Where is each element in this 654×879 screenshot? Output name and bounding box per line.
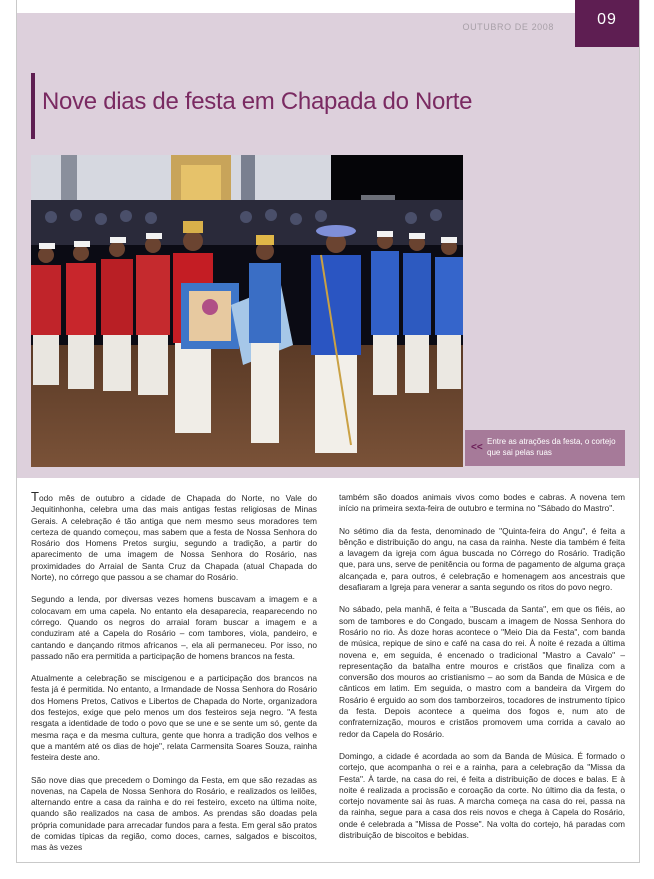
article-title: Nove dias de festa em Chapada do Norte [42,88,473,115]
festival-photo [31,155,463,467]
photo-caption-box [465,430,625,466]
paragraph: Segundo a lenda, por diversas vezes homens buscavam a imagem e a colocavam em uma capela. No entanto ela desaparecia, reaparecendo no córrego. Quando os negros do arraial foram buscar a imagem e a conduziram até a Capela do Rosário – com tambores, viola, pandeiro, e cantando e dançando ritmos africanos –, ela ali permaneceu. Por isso, no passado não era permitida a participação de homens brancos na festa. [31,594,317,661]
paragraph: Domingo, a cidade é acordada ao som da Banda de Música. É formado o cortejo, que acompanha o rei e a rainha, para a celebração da "Missa da Festa". À tarde, na casa do rei, é feita a distribuição de doces e balas. E à noite é realizada a procissão e coroação da corte. No último dia da festa, o cortejo novamente sai às ruas. A marcha começa na casa do rei, passa na da rainha, segue para a casa dos reis novos e chega à Capela do Rosário, onde é celebrada a "Missa de Posse". Na volta do cortejo, há paradas com distribuição de biscoitos e bebidas. [339,750,625,841]
article-column-right [339,492,625,852]
paragraph: No sábado, pela manhã, é feita a "Buscada da Santa", em que os fiéis, ao som de tambores e do Congado, buscam a imagem de Nossa Senhora do Rosário no rio. Às doze horas acontece o "Meio Dia da Festa", com banda de música, repique de sino e café na casa do rei. À noite é rezada a última novena e, em seguida, é encenado o tradicional "Mastro a Cavalo" – representação da batalha entre mouros e cristãos que finaliza com a conversão dos mouros ao cristianismo – ao som da Banda de Música e de cânticos em latim. Em seguida, o mastro com a bandeira da Virgem do Rosário é erguido ao som dos tamborzeiros, tocadores de instrumento típico da festa. Depois acontece a queima dos fogos e, num ato de confraternização, mouros e cristãos promovem uma corrida a cavalo ao redor da Capela do Rosário. [339,604,625,739]
photo-caption: Entre as atrações da festa, o cortejo que sai pelas ruas [487,437,616,457]
issue-date: OUTUBRO DE 2008 [462,22,554,32]
paragraph: Atualmente a celebração se miscigenou e a participação dos brancos na festa já é permitida. No entanto, a Irmandade de Nossa Senhora do Rosário dos Homens Pretos, Cativos e Libertos de Chapada do Norte, organizadora dos festejos, exige que pelo menos um dos festeiros seja negro. "A festa resgata a identidade de todo o povo que se une e se sente um só, gente da mesma raça e da mesma cultura, gente que honra a tradição dos velhos e que a mantém até os dias de hoje", relata Carmensita Soares Souza, rainha festeira deste ano. [31,673,317,763]
article-column-left [31,489,317,865]
title-accent-bar [31,73,35,139]
paragraph: No sétimo dia da festa, denominado de "Quinta-feira do Angu", é feita a bênção e distribuição do angu, na casa da rainha. Neste dia também é feita a lavagem da igreja com água buscada no Córrego do Rosário. Tradição que, para uns, serve de penitência ou forma de pagamento de alguma graça alcançada e, para outros, é celebração e homenagem aos ancestrais que desafiaram a Igreja para venerar a santa segundo os ritos do povo negro. [339,525,625,593]
paragraph: também são doados animais vivos como bodes e cabras. A novena tem início na primeira sexta-feira de outubro e termina no "Sábado do Mastro". [339,492,625,514]
paragraph: São nove dias que precedem o Domingo da Festa, em que são rezadas as novenas, na Capela de Nossa Senhora do Rosário, e realizados os leilões, alternando entre a casa da rainha e do rei festeiro, exceto na última noite, quando são realizados na casa de ambos. As prendas são doadas pela própria comunidade para arrecadar fundos para a festa. Em geral são pratos de comidas típicas da região, como doces, carnes, salgados e biscoitos, mas às vezes [31,774,317,853]
page-number: 09 [575,0,639,47]
drop-cap: T [31,489,39,504]
magazine-page [16,0,640,863]
paragraph: Todo mês de outubro a cidade de Chapada do Norte, no Vale do Jequitinhonha, celebra uma das mais antigas festas religiosas de Minas Gerais. A celebração é tão antiga que nem mesmo seus moradores tem certeza de quando começou, mas sabem que a festa de Nossa Senhora do Rosário dos Homens Pretos surgiu, segundo a tradição, a partir do aparecimento de uma imagem de Nossa Senhora do Rosário, nas proximidades do Arraial de Santa Cruz da Chapada (atual Chapada do Norte), no córrego que passou a se chamar do Rosário. [31,489,317,583]
caption-arrow-icon: << [471,442,483,453]
festival-procession-image [31,155,463,467]
